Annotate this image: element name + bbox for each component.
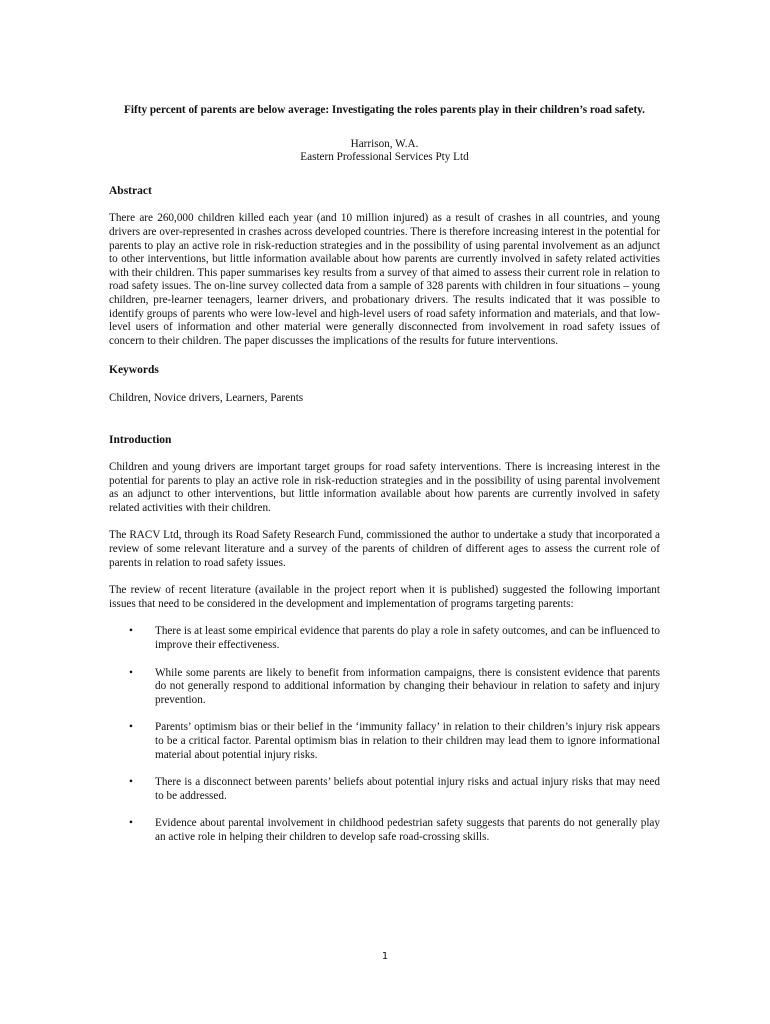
intro-paragraph-3: The review of recent literature (available in the project report when it is published) suggested the following important issues that need to be considered in the development and implementation of programs targeting parents: [109, 584, 660, 610]
bullet-icon: • [129, 817, 133, 830]
intro-paragraph-2: The RACV Ltd, through its Road Safety Research Fund, commissioned the author to undertake a study that incorporated a review of some relevant literature and a survey of the parents of children of different ages to assess the current role of parents in relation to road safety issues. [109, 529, 660, 569]
list-item-text: There is a disconnect between parents’ beliefs about potential injury risks and actual injury risks that may need to be addressed. [155, 776, 660, 802]
intro-paragraph-1: Children and young drivers are important target groups for road safety interventions. There is increasing interest in the potential for parents to play an active role in risk-reduction strategies and in the possibility of using parental involvement as an adjunct to other interventions, but little information available about how parents are currently involved in safety related activities with their children. [109, 461, 660, 514]
list-item-text: While some parents are likely to benefit from information campaigns, there is consistent evidence that parents do not generally respond to additional information by changing their behaviour in relation to safety and injury prevention. [155, 666, 660, 706]
list-item [109, 817, 660, 844]
bullet-icon: • [129, 625, 133, 638]
author-name: Harrison, W.A. [350, 137, 419, 150]
paper-page [109, 104, 660, 859]
abstract-heading: Abstract [109, 184, 152, 197]
list-item-text: Parents’ optimism bias or their belief in the ‘immunity fallacy’ in relation to their children’s injury risk appears to be a critical factor. Parental optimism bias in relation to their children may lead them to ignore informational material about potential injury risks. [155, 721, 660, 761]
paper-title: Fifty percent of parents are below average: Investigating the roles parents play in their children’s road safety. [124, 104, 645, 116]
list-item-text: There is at least some empirical evidence that parents do play a role in safety outcomes, and can be influenced to improve their effectiveness. [155, 625, 660, 652]
list-item [109, 776, 660, 803]
list-item [109, 721, 660, 762]
list-item [109, 625, 660, 652]
issues-list [109, 625, 660, 844]
list-item [109, 667, 660, 708]
bullet-icon: • [129, 721, 133, 734]
abstract-text: There are 260,000 children killed each year (and 10 million injured) as a result of crashes in all countries, and young drivers are over-represented in crashes across developed countries. There is therefore increasing interest in the potential for parents to play an active role in risk-reduction strategies and in the possibility of using parental involvement as an adjunct to other interventions, but little information available about how parents are currently involved in safety related activities with their children. This paper summarises key results from a survey of that aimed to assess their current role in relation to road safety issues. The on-line survey collected data from a sample of 328 parents with children in four situations – young children, pre-learner teenagers, learner drivers, and probationary drivers. The results indicated that it was possible to identify groups of parents who were low-level and high-level users of road safety information and materials, and that low-level users of information and other material were generally disconnected from involvement in road safety issues of concern to their children. The paper discusses the implications of the results for future interventions. [109, 212, 660, 347]
bullet-icon: • [129, 666, 133, 679]
list-item-text: Evidence about parental involvement in childhood pedestrian safety suggests that parents do not generally play an active role in helping their children to develop safe road-crossing skills. [155, 817, 660, 843]
page-number: 1 [381, 951, 389, 962]
keywords-text: Children, Novice drivers, Learners, Parents [109, 391, 304, 404]
introduction-heading: Introduction [109, 433, 172, 446]
author-affiliation: Eastern Professional Services Pty Ltd [300, 151, 469, 164]
keywords-heading: Keywords [109, 364, 159, 377]
bullet-icon: • [129, 776, 133, 789]
